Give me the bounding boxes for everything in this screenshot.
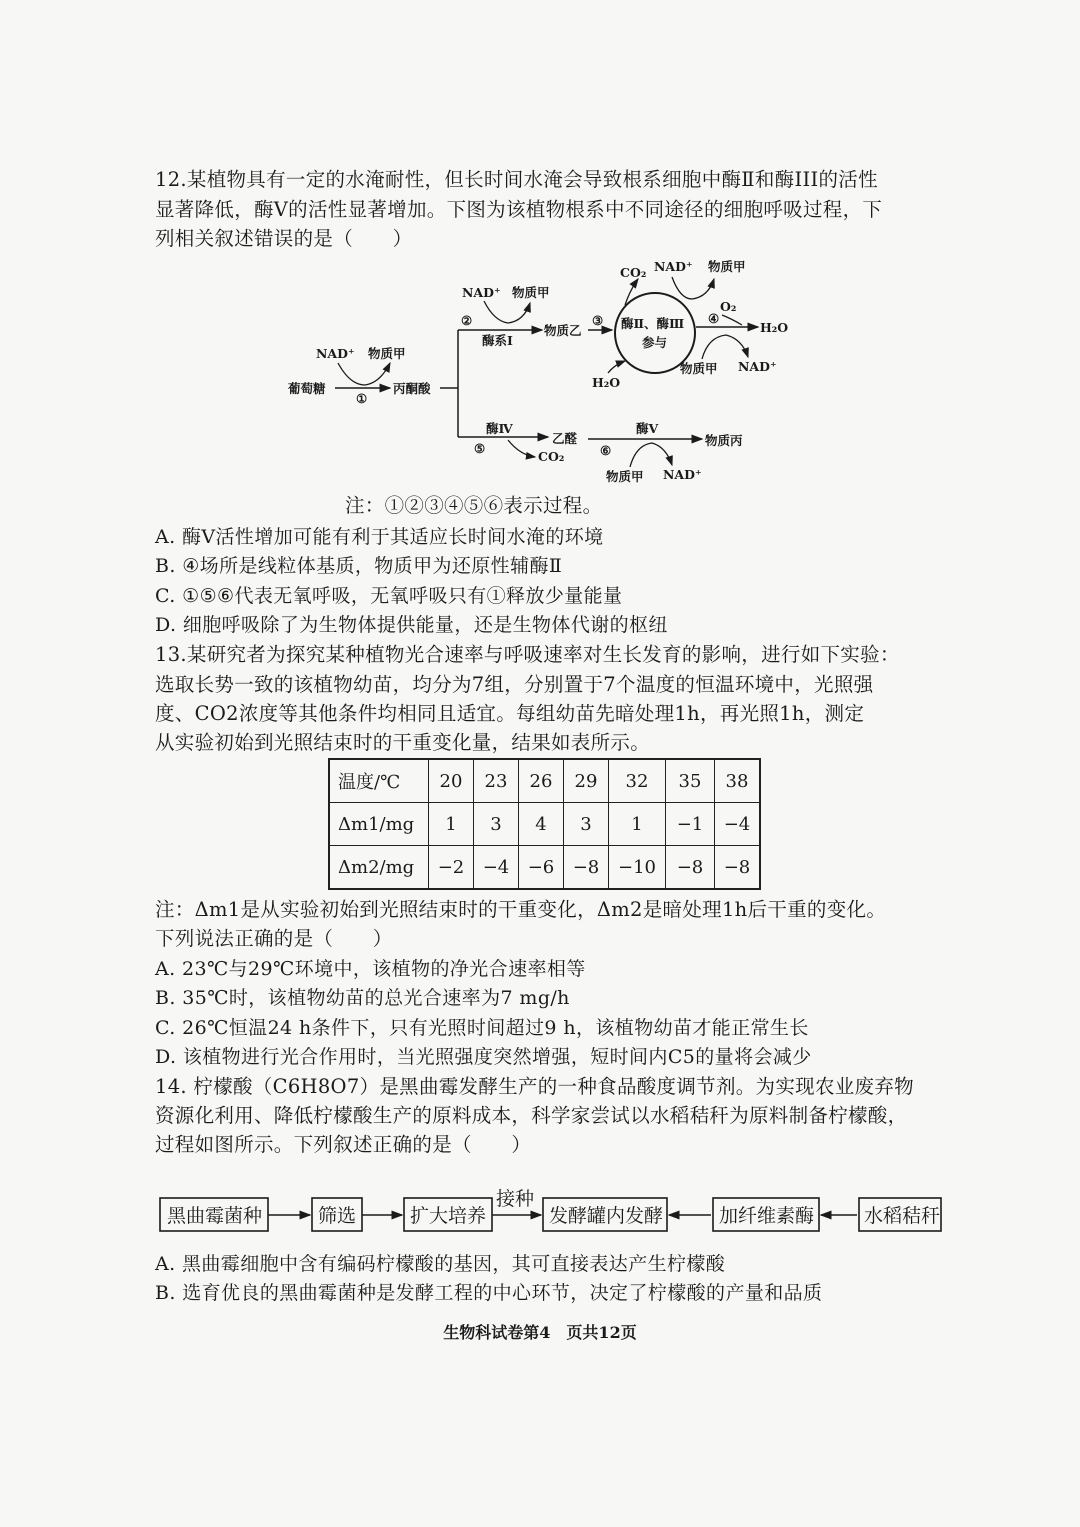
q13-table-note: 注：Δm1是从实验初始到光照结束时的干重变化，Δm2是暗处理1h后干重的变化。: [155, 898, 887, 921]
table-cell: −2: [429, 846, 474, 890]
h2o-label-right: H₂O: [760, 320, 789, 335]
table-cell: 3: [474, 803, 519, 846]
table-cell: 35: [666, 759, 715, 803]
substance-b-label: 物质乙: [544, 323, 582, 338]
table-cell: 1: [609, 803, 666, 846]
table-cell: 32: [609, 759, 666, 803]
nad-label-3: NAD⁺: [654, 259, 693, 274]
table-cell: −8: [715, 846, 761, 890]
table-cell: −10: [609, 846, 666, 890]
table-row: [329, 803, 760, 846]
substance-a-label-2: 物质甲: [512, 285, 550, 300]
q12-diagram-note: 注：①②③④⑤⑥表示过程。: [345, 494, 603, 517]
table-cell: −6: [519, 846, 564, 890]
table-cell: 1: [429, 803, 474, 846]
acetaldehyde-label: 乙醛: [552, 431, 578, 446]
table-cell: 23: [474, 759, 519, 803]
q12-option-b: B. ④场所是线粒体基质，物质甲为还原性辅酶Ⅱ: [155, 555, 563, 577]
circle-label-1: 酶Ⅱ、酶Ⅲ: [621, 316, 685, 331]
h2o-label-bottom: H₂O: [592, 375, 621, 390]
table-cell: −8: [666, 846, 715, 890]
q12-stem-line-1: 12.某植物具有一定的水淹耐性，但长时间水淹会导致根系细胞中酶Ⅱ和酶III的活性: [155, 168, 878, 191]
table-cell: −4: [474, 846, 519, 890]
process-1-label: ①: [356, 391, 368, 406]
substance-a-label-5: 物质甲: [606, 469, 644, 484]
table-cell: −8: [564, 846, 609, 890]
table-cell: 29: [564, 759, 609, 803]
table-cell: 26: [519, 759, 564, 803]
citric-acid-process-flowchart: [155, 1185, 945, 1235]
co2-label-top: CO₂: [620, 265, 647, 280]
process-3-label: ③: [592, 313, 604, 328]
q13-question: 下列说法正确的是（ ）: [155, 927, 393, 950]
table-cell: 温度/℃: [329, 759, 429, 803]
q13-option-a: A. 23℃与29℃环境中，该植物的净光合速率相等: [155, 958, 586, 980]
table-cell: 3: [564, 803, 609, 846]
pyruvate-label: 丙酮酸: [393, 381, 431, 396]
q14-option-b: B. 选育优良的黑曲霉菌种是发酵工程的中心环节，决定了柠檬酸的产量和品质: [155, 1282, 823, 1304]
q13-stem-line-3: 度、CO2浓度等其他条件均相同且适宜。每组幼苗先暗处理1h，再光照1h，测定: [155, 702, 865, 725]
q13-stem-line-4: 从实验初始到光照结束时的干重变化量，结果如表所示。: [155, 731, 651, 754]
q14-option-a: A. 黑曲霉细胞中含有编码柠檬酸的基因，其可直接表达产生柠檬酸: [155, 1253, 726, 1275]
nad-label-1: NAD⁺: [316, 346, 355, 361]
process-6-label: ⑥: [600, 443, 612, 458]
table-row: [329, 759, 760, 803]
table-cell: Δm1/mg: [329, 803, 429, 846]
q14-stem-line-3: 过程如图所示。下列叙述正确的是（ ）: [155, 1133, 532, 1156]
q13-option-d: D. 该植物进行光合作用时，当光照强度突然增强，短时间内C5的量将会减少: [155, 1046, 812, 1068]
table-cell: −4: [715, 803, 761, 846]
inoculate-label: 接种: [496, 1188, 535, 1210]
q13-option-b: B. 35℃时，该植物幼苗的总光合速率为7 mg/h: [155, 987, 570, 1009]
nad-label-5: NAD⁺: [663, 467, 702, 482]
page-footer: 生物科试卷第4 页共12页: [443, 1323, 637, 1342]
enzyme-4-label: 酶Ⅳ: [486, 421, 513, 436]
flow-box-label: 黑曲霉菌种: [167, 1205, 263, 1227]
table-cell: 20: [429, 759, 474, 803]
flow-box-label: 加纤维素酶: [719, 1205, 815, 1227]
glucose-label: 葡萄糖: [288, 381, 326, 396]
table-row: [329, 846, 760, 890]
enzyme-5-label: 酶Ⅴ: [636, 421, 659, 436]
q13-option-c: C. 26℃恒温24 h条件下，只有光照时间超过9 h，该植物幼苗才能正常生长: [155, 1017, 809, 1039]
flow-box-label: 筛选: [318, 1205, 357, 1227]
flow-box-label: 水稻秸秆: [864, 1205, 941, 1227]
q12-option-a: A. 酶Ⅴ活性增加可能有利于其适应长时间水淹的环境: [155, 526, 604, 548]
nad-label-4: NAD⁺: [738, 359, 777, 374]
substance-a-label-1: 物质甲: [368, 346, 406, 361]
table-cell: Δm2/mg: [329, 846, 429, 890]
substance-c-label: 物质丙: [705, 433, 743, 448]
temperature-dry-weight-table: [328, 758, 761, 890]
q13-stem-line-1: 13.某研究者为探究某种植物光合速率与呼吸速率对生长发育的影响，进行如下实验：: [155, 643, 900, 666]
circle-label-2: 参与: [642, 335, 668, 350]
table-cell: 38: [715, 759, 761, 803]
respiration-pathway-diagram: [280, 255, 800, 490]
co2-label-bottom: CO₂: [538, 449, 565, 464]
substance-a-label-4: 物质甲: [680, 361, 718, 376]
q13-stem-line-2: 选取长势一致的该植物幼苗，均分为7组，分别置于7个温度的恒温环境中，光照强: [155, 673, 874, 696]
table-cell: 4: [519, 803, 564, 846]
process-4-label: ④: [708, 311, 720, 326]
substance-a-label-3: 物质甲: [708, 259, 746, 274]
q12-option-d: D. 细胞呼吸除了为生物体提供能量，还是生物体代谢的枢纽: [155, 614, 668, 636]
o2-label: O₂: [720, 299, 737, 314]
q12-stem-line-2: 显著降低，酶Ⅴ的活性显著增加。下图为该植物根系中不同途径的细胞呼吸过程，下: [155, 198, 883, 221]
enzyme-system-1-label: 酶系Ⅰ: [482, 333, 513, 348]
q12-stem-line-3: 列相关叙述错误的是（ ）: [155, 227, 413, 250]
flow-box-label: 发酵罐内发酵: [549, 1205, 664, 1227]
q12-option-c: C. ①⑤⑥代表无氧呼吸，无氧呼吸只有①释放少量能量: [155, 585, 623, 607]
process-5-label: ⑤: [474, 441, 486, 456]
flow-box-label: 扩大培养: [410, 1205, 487, 1227]
q14-stem-line-1: 14. 柠檬酸（C6H8O7）是黑曲霉发酵生产的一种食品酸度调节剂。为实现农业废弃物: [155, 1075, 914, 1098]
table-cell: −1: [666, 803, 715, 846]
process-2-label: ②: [461, 313, 473, 328]
nad-label-2: NAD⁺: [462, 285, 501, 300]
coupled-arrow-step1: [338, 363, 390, 385]
q14-stem-line-2: 资源化利用、降低柠檬酸生产的原料成本，科学家尝试以水稻秸秆为原料制备柠檬酸，: [155, 1104, 908, 1127]
